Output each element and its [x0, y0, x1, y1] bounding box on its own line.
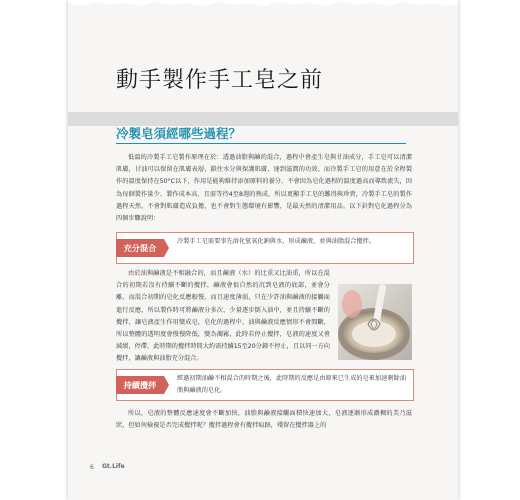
- stirring-bowl-photo: [338, 284, 412, 360]
- book-page: [68, 0, 458, 500]
- whisk-bowl-illustration: [338, 284, 412, 360]
- callout-text: 經過初期油鹼不相混合的時期之後，此時期的反應是由原來已生成的皂來加速剩餘油脂與鹼液的皂化。: [177, 375, 406, 394]
- callout-tag: 充分混合: [116, 239, 164, 257]
- heading-rule: [116, 143, 406, 144]
- callout-tag: 持續攪拌: [116, 376, 164, 394]
- callout-text: 冷製手工皂需要事先溶化氫氧化鈉與水，形成鹼液，並與油脂混合攪拌。: [177, 238, 375, 245]
- callout-mixing: [116, 232, 414, 264]
- closing-paragraph: 所以，皂液的整體反應速度會不斷加快，油脂與鹼液接觸面積快速加大，皂液逐漸形成濃稠的美乃滋狀，但如何檢視是否完成攪拌呢？攪拌過程會有攪拌痕跡，殘留在攪拌器上的: [116, 410, 412, 430]
- callout-stirring: [116, 369, 414, 401]
- footer-brand: Gt.Life: [102, 463, 125, 470]
- intro-paragraph: 低溫的冷製手工皂製作原理在於：透過油脂與鹼的混合，過程中會產生皂與甘油成分，手工皂可以清潔肌膚，甘油可以保留在肌膚表層，鎖住水分與保護肌膚，達到滋潤的功效。而冷製手工皂的用意在於全程製作的溫度保持在50°C以下，作用是能夠維持添加原料的養分，不會因為皂化過程的溫度過高而導致流失，因為每個製作量少、製作成本高，且需等待4至8週的熟成，所以更顯手工皂的難得與珍貴，冷製手工皂的製作過程天然，不會對肌膚造成負擔，也不會對生態環境有影響，是最天然的清潔用品。以下針對皂化過程分為四個步驟說明：: [116, 154, 412, 223]
- torn-paper-edge: [68, 0, 458, 8]
- section-heading: 冷製皂須經哪些過程？: [116, 126, 242, 141]
- page-number: 6: [90, 464, 94, 471]
- page-title: 動手製作手工皂之前: [116, 67, 324, 93]
- mixing-paragraph: 由於油與鹼液是不相融合的，而且鹼液（水）的比重又比油重，所以在混合的初期若沒有持續不斷的攪拌，鹼液會很自然的沉到皂液的底部，並會分離，而混合初期的皂化反應較慢，而且速度薄弱，只在少許油與鹼液的接觸面進行反應，所以製作時可將鹼液分多次、少量逐步倒入油中，並且持續不斷的攪拌，讓皂液產生作用變成皂，皂化的過程中，油與鹼液反應情形不會間斷，所以整體的透明度會慢慢降低，變為濁霧，此時若停止攪拌，皂液的速度又會減緩，停滯，此時期的攪拌時間大約需持續15至20分鐘不停止，且以同一方向攪拌，讓鹼液與油脂充分混合。: [116, 270, 330, 363]
